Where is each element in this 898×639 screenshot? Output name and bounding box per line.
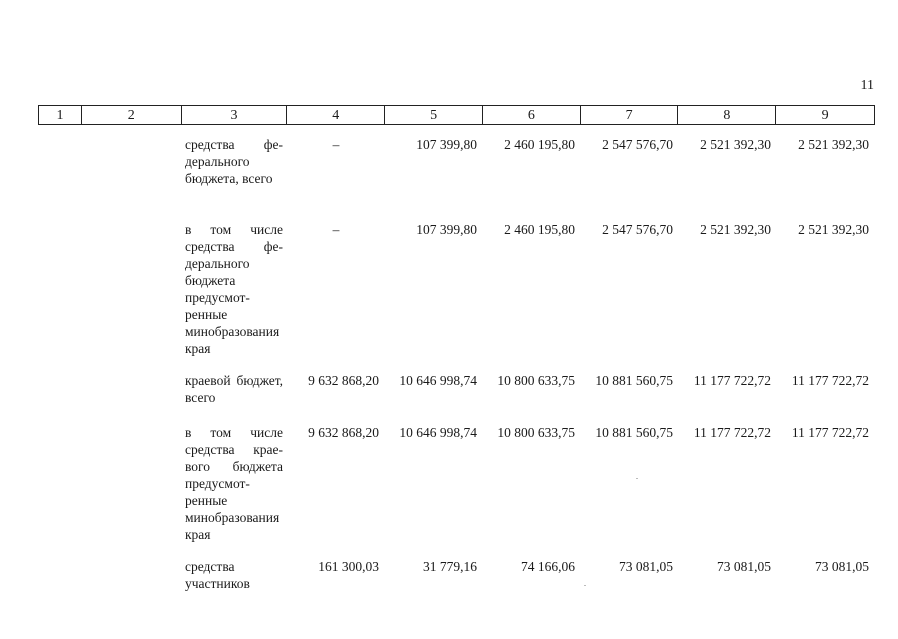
row-label: краевой бюджет, всего	[185, 373, 283, 405]
value-cell: 10 881 560,75	[595, 425, 673, 440]
value-cell: 2 460 195,80	[504, 222, 575, 237]
value-cell: 9 632 868,20	[308, 425, 379, 440]
value-cell: 10 800 633,75	[497, 425, 575, 440]
row-label: средства участников	[185, 559, 250, 591]
row-label: в том числе средства краевого бюджета предусмотренные минобразования края	[185, 425, 283, 542]
value-cell: 73 081,05	[815, 559, 869, 574]
value-cell: 11 177 722,72	[791, 425, 869, 440]
value-cell: 2 547 576,70	[602, 137, 673, 152]
value-cell: 2 547 576,70	[602, 222, 673, 237]
header-cell-5: 5	[385, 106, 483, 124]
value-cell: –	[332, 222, 340, 237]
table-row	[38, 221, 875, 357]
value-cell: 10 646 998,74	[399, 425, 477, 440]
scan-speck	[584, 585, 586, 586]
value-cell: 10 881 560,75	[595, 373, 673, 388]
header-cell-4: 4	[287, 106, 385, 124]
value-cell: 2 460 195,80	[504, 137, 575, 152]
value-cell: 10 646 998,74	[399, 373, 477, 388]
value-cell: 107 399,80	[416, 222, 477, 237]
value-cell: –	[332, 137, 340, 152]
value-cell: 161 300,03	[318, 559, 379, 574]
value-cell: 2 521 392,30	[700, 137, 771, 152]
value-cell: 2 521 392,30	[798, 222, 869, 237]
table-row	[38, 424, 875, 543]
value-cell: 11 177 722,72	[693, 425, 771, 440]
header-cell-2: 2	[82, 106, 182, 124]
row-label: в том числе средства федерального бюджета предусмотренные минобразования края	[185, 222, 283, 356]
header-cell-9: 9	[821, 108, 829, 123]
value-cell: 73 081,05	[619, 559, 673, 574]
value-cell: 73 081,05	[717, 559, 771, 574]
table-header-row	[38, 105, 875, 125]
value-cell: 11 177 722,72	[791, 373, 869, 388]
table-row	[38, 372, 875, 406]
value-cell: 107 399,80	[416, 137, 477, 152]
value-cell: 11 177 722,72	[693, 373, 771, 388]
table-row	[38, 558, 875, 592]
header-cell-6: 6	[483, 106, 581, 124]
scan-speck	[636, 478, 638, 479]
header-cell-7: 7	[581, 106, 679, 124]
value-cell: 74 166,06	[521, 559, 575, 574]
header-cell-3: 3	[182, 106, 288, 124]
value-cell: 2 521 392,30	[798, 137, 869, 152]
page-number: 11	[860, 78, 874, 93]
value-cell: 31 779,16	[423, 559, 477, 574]
value-cell: 10 800 633,75	[497, 373, 575, 388]
row-label: средства федерального бюджета, всего	[185, 137, 283, 186]
value-cell: 9 632 868,20	[308, 373, 379, 388]
value-cell: 2 521 392,30	[700, 222, 771, 237]
header-cell-8: 8	[678, 106, 776, 124]
header-cell-1: 1	[39, 106, 82, 124]
table-row	[38, 136, 875, 187]
